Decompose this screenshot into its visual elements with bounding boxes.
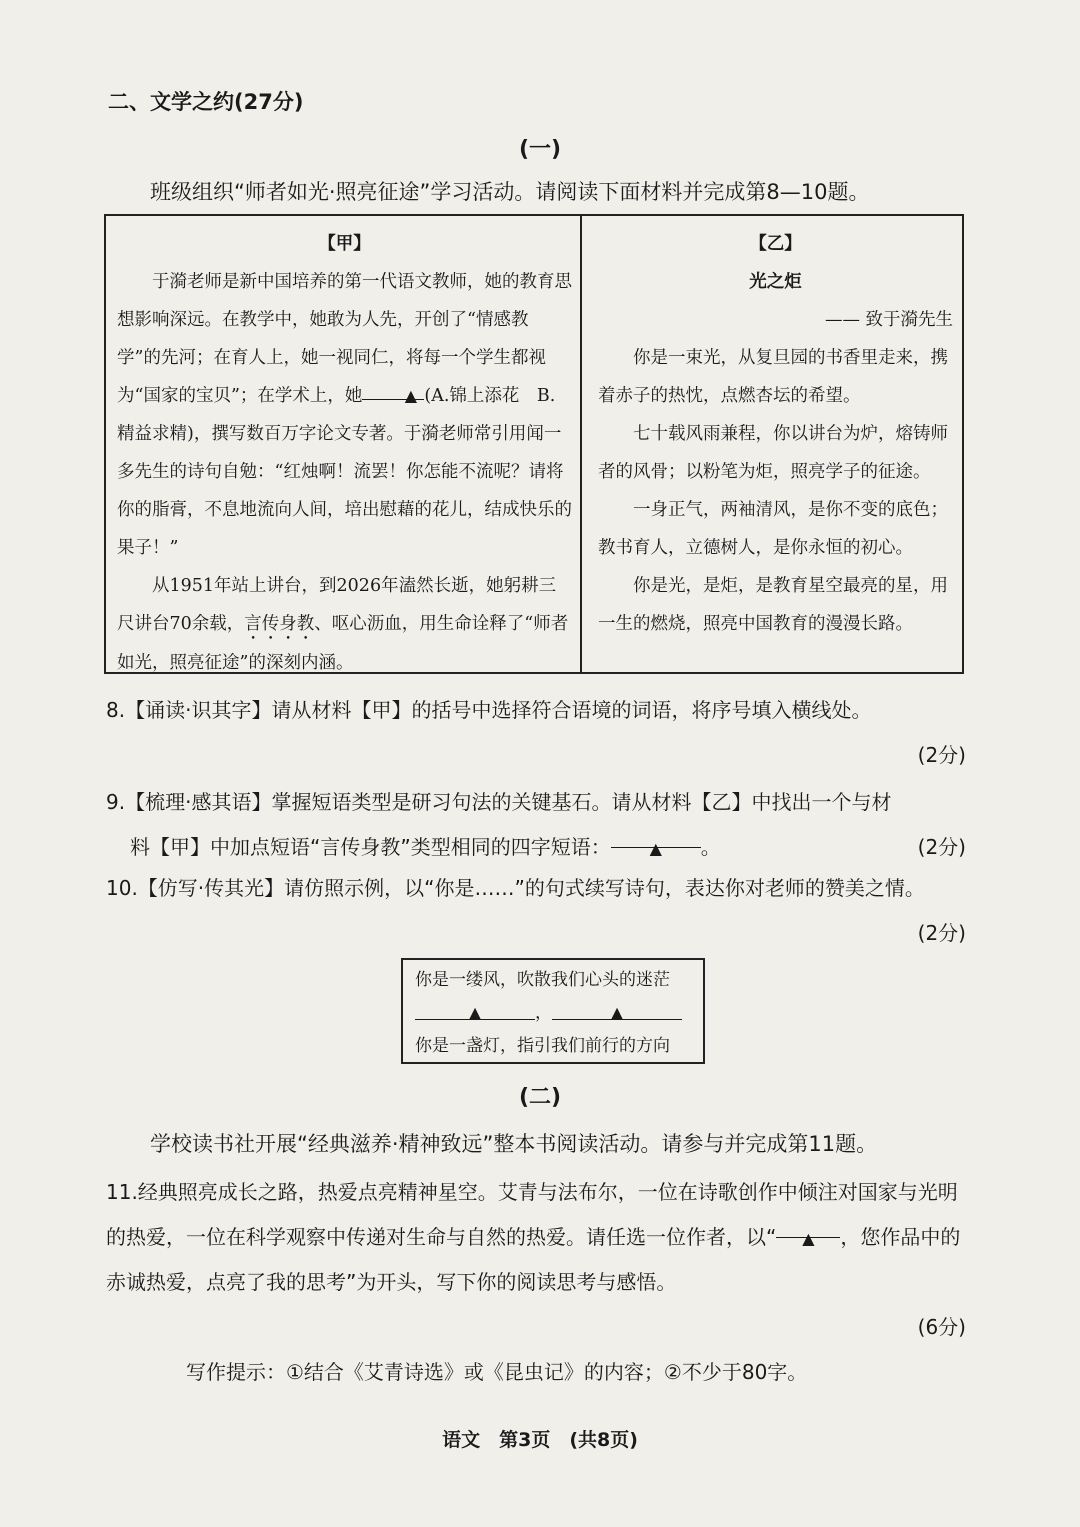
material-a-p1-options: (A.锦上添花 B.精益求精)，撰写数百万字论文专著。于漪老师常引用闻一多先生的诗句自勉：“红烛啊！流罢！你怎能不流呢？请将你的脂膏，不息地流向人间，培出慰藉的花儿，结成快乐的果子！” — [117, 386, 572, 558]
poem-title: 光之炬 — [749, 272, 802, 292]
poem-blank-2 — [552, 997, 682, 1020]
material-b — [598, 225, 953, 643]
question-8 — [106, 688, 966, 778]
q11-text-start: 11.经典照亮成长之路，热爱点亮精神星空。艾青与法布尔，一位在诗歌创作中倾注对国家与光明的热爱，一位在科学观察中传递对生命与自然的热爱。请任选一位作者，以“ — [106, 1180, 958, 1249]
material-a-p2-text: 从1951年站上讲台，到2026年溘然长逝，她躬耕三尺讲台70余载， — [117, 576, 557, 634]
q10-score: (2分) — [917, 921, 966, 945]
q8-text: 8.【诵读·识其字】请从材料【甲】的括号中选择符合语境的词语，将序号填入横线处。 — [106, 698, 872, 722]
blank-triangle-icon: ▲ — [802, 1229, 815, 1248]
q9-line-2-end: 。 — [700, 835, 721, 859]
material-b-label: 【乙】 — [749, 234, 802, 254]
material-a-p1-text: 于漪老师是新中国培养的第一代语文教师，她的教育思想影响深远。在教学中，她敢为人先，开创了“情感教学”的先河；在育人上，她一视同仁，将每一个学生都视为“国家的宝贝”；在学术上，她 — [117, 272, 572, 406]
material-a-blank — [362, 377, 424, 405]
q11-text-end: ，您作品中的赤诚热爱，点亮了我的思考”为开头，写下你的阅读思考与感悟。 — [106, 1225, 961, 1294]
material-a-label: 【甲】 — [318, 234, 371, 254]
q9-score: (2分) — [917, 835, 966, 859]
q9-line-1: 9.【梳理·感其语】掌握短语类型是研习句法的关键基石。请从材料【乙】中找出一个与材 — [106, 790, 892, 814]
question-9 — [106, 780, 966, 870]
question-10 — [106, 866, 966, 956]
poem-example-line-3: 你是一盏灯，指引我们前行的方向 — [415, 1036, 670, 1056]
writing-hint: 写作提示：①结合《艾青诗选》或《昆虫记》的内容；②不少于80字。 — [186, 1360, 808, 1384]
q8-score: (2分) — [917, 743, 966, 767]
question-11 — [106, 1170, 966, 1395]
material-a-paragraph-1 — [117, 263, 572, 567]
poem-stanza-2: 七十载风雨兼程，你以讲台为炉，熔铸师者的风骨；以粉笔为炬，照亮学子的征途。 — [598, 424, 948, 482]
blank-triangle-icon: ▲ — [404, 386, 418, 405]
blank-triangle-icon: ▲ — [610, 1003, 624, 1022]
poem-answer-line — [415, 997, 691, 1030]
poem-stanza-4: 你是光，是炬，是教育星空最亮的星，用一生的燃烧，照亮中国教育的漫漫长路。 — [598, 576, 948, 634]
part2-heading: (二) — [518, 1085, 562, 1110]
section-title: 二、文学之约(27分) — [108, 90, 304, 114]
dotted-phrase: 言传身教 — [244, 614, 315, 634]
q9-blank — [611, 825, 701, 858]
q11-blank — [776, 1215, 840, 1248]
poem-blank-1 — [415, 997, 535, 1020]
poem-stanza-3: 一身正气，两袖清风，是你不变的底色；教书育人，立德树人，是你永恒的初心。 — [598, 500, 948, 558]
poem-comma: ， — [535, 1003, 552, 1023]
q11-score: (6分) — [917, 1315, 966, 1339]
material-a-p2-end: 、呕心沥血，用生命诠释了“师者如光，照亮征途”的深刻内涵。 — [117, 614, 569, 673]
poem-dedication: —— 致于漪先生 — [824, 310, 953, 330]
q9-line-2 — [106, 825, 966, 870]
poem-stanza-1: 你是一束光，从复旦园的书香里走来，携着赤子的热忱，点燃杏坛的希望。 — [598, 348, 948, 406]
q10-text: 10.【仿写·传其光】请仿照示例，以“你是……”的句式续写诗句，表达你对老师的赞美之情。 — [106, 876, 925, 900]
imitation-poem-box — [401, 958, 705, 1064]
materials-divider — [580, 214, 582, 674]
part1-intro: 班级组织“师者如光·照亮征途”学习活动。请阅读下面材料并完成第8—10题。 — [150, 180, 870, 204]
blank-triangle-icon: ▲ — [468, 1003, 482, 1022]
q11-text — [106, 1170, 966, 1305]
material-a — [117, 225, 572, 682]
page-footer: 语文 第3页 (共8页) — [442, 1429, 638, 1451]
q9-line-2-text: 料【甲】中加点短语“言传身教”类型相同的四字短语： — [130, 835, 611, 859]
part2-intro: 学校读书社开展“经典滋养·精神致远”整本书阅读活动。请参与并完成第11题。 — [150, 1132, 878, 1156]
poem-example-line-1: 你是一缕风，吹散我们心头的迷茫 — [415, 970, 670, 990]
material-a-paragraph-2 — [117, 567, 572, 682]
blank-triangle-icon: ▲ — [649, 839, 662, 858]
part1-heading: (一) — [518, 137, 562, 162]
